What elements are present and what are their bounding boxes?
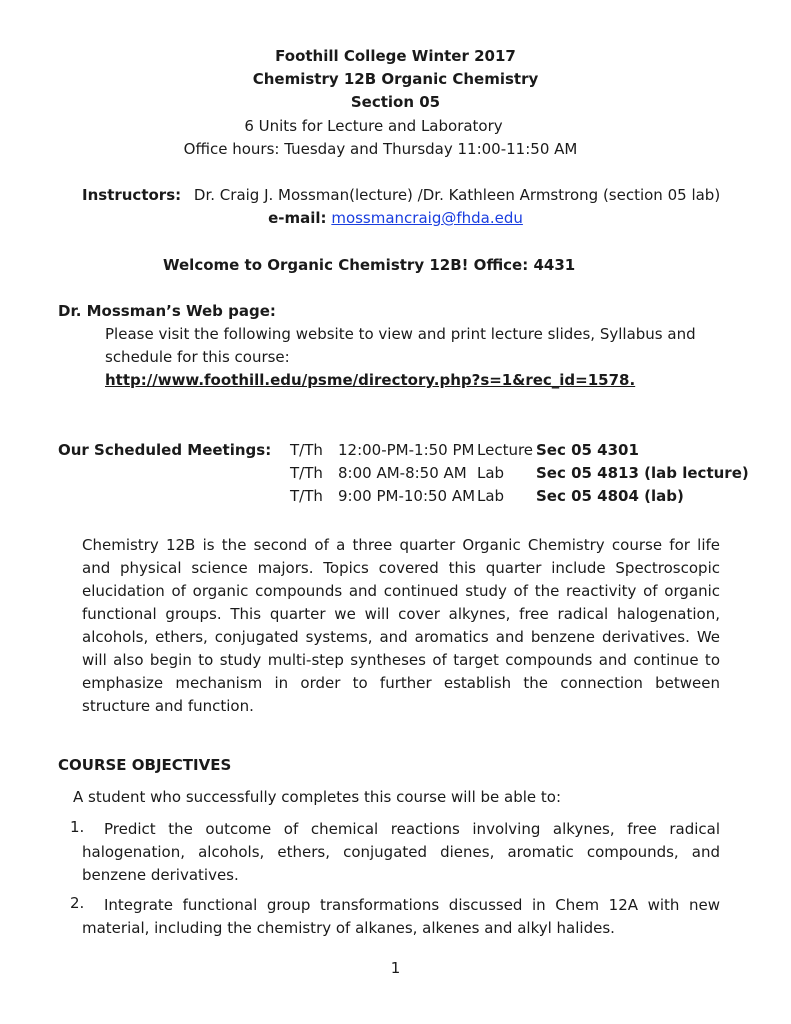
header-college: Foothill College Winter 2017	[275, 47, 516, 65]
objective-text: Integrate functional group transformations discussed in Chem 12A with new material, including the chemistry of alkanes, alkenes and alkyl halides.	[82, 896, 720, 937]
meeting-type: Lab	[477, 487, 505, 505]
meeting-time: 9:00 PM-10:50 AM	[338, 487, 476, 505]
objectives-intro: A student who successfully completes this course will be able to:	[73, 788, 562, 806]
table-row	[290, 487, 749, 510]
objective-number: 1.	[70, 818, 85, 836]
meeting-time: 12:00-PM-1:50 PM	[338, 441, 475, 459]
header-course: Chemistry 12B Organic Chemistry	[252, 70, 539, 88]
meeting-days: T/Th	[290, 464, 323, 482]
objective-text: Predict the outcome of chemical reactions involving alkynes, free radical halogenation, alcohols, ethers, conjugated dienes, aromatic compounds, and benzene derivatives.	[82, 820, 720, 884]
table-row	[290, 441, 749, 464]
instructors-names: Dr. Craig J. Mossman(lecture) /Dr. Kathleen Armstrong (section 05 lab)	[193, 186, 721, 204]
header-section: Section 05	[350, 93, 441, 111]
meeting-days: T/Th	[290, 441, 323, 459]
meeting-section: Sec 05 4301	[536, 441, 639, 459]
web-text-line2: schedule for this course:	[105, 348, 290, 366]
objectives-heading: COURSE OBJECTIVES	[58, 756, 232, 774]
instructors-line	[82, 186, 720, 204]
objective-number: 2.	[70, 894, 85, 912]
meetings-label: Our Scheduled Meetings:	[58, 441, 272, 459]
welcome-line: Welcome to Organic Chemistry 12B! Office: 4431	[163, 256, 576, 274]
email-label: e-mail:	[268, 209, 327, 227]
course-description: Chemistry 12B is the second of a three quarter Organic Chemistry course for life and physical science majors. Topics covered this quarter include Spectroscopic elucidation of organic compounds and continued study of the reactivity of organic functional groups. This quarter we will cover alkynes, free radical halogenation, alcohols, ethers, conjugated systems, and aromatics and benzene derivatives. We will also begin to study multi-step syntheses of target compounds and continue to emphasize mechanism in order to further establish the connection between structure and function.	[82, 536, 720, 715]
instructors-label: Instructors:	[82, 186, 182, 204]
header-office-hours: Office hours: Tuesday and Thursday 11:00-11:50 AM	[183, 140, 578, 158]
meeting-time: 8:00 AM-8:50 AM	[338, 464, 467, 482]
email-line	[0, 209, 791, 227]
meeting-days: T/Th	[290, 487, 323, 505]
meeting-type: Lecture	[477, 441, 534, 459]
meeting-section: Sec 05 4804 (lab)	[536, 487, 684, 505]
meetings-table	[290, 441, 749, 510]
meeting-section: Sec 05 4813 (lab lecture)	[536, 464, 749, 482]
email-link[interactable]: mossmancraig@fhda.edu	[331, 209, 523, 227]
header-units: 6 Units for Lecture and Laboratory	[244, 117, 503, 135]
meeting-type: Lab	[477, 464, 505, 482]
web-heading: Dr. Mossman’s Web page:	[58, 302, 276, 320]
web-text-line1: Please visit the following website to view and print lecture slides, Syllabus and	[105, 325, 696, 343]
web-url-link[interactable]: http://www.foothill.edu/psme/directory.php?s=1&rec_id=1578.	[105, 371, 636, 389]
page-number: 1	[390, 959, 401, 977]
table-row	[290, 464, 749, 487]
